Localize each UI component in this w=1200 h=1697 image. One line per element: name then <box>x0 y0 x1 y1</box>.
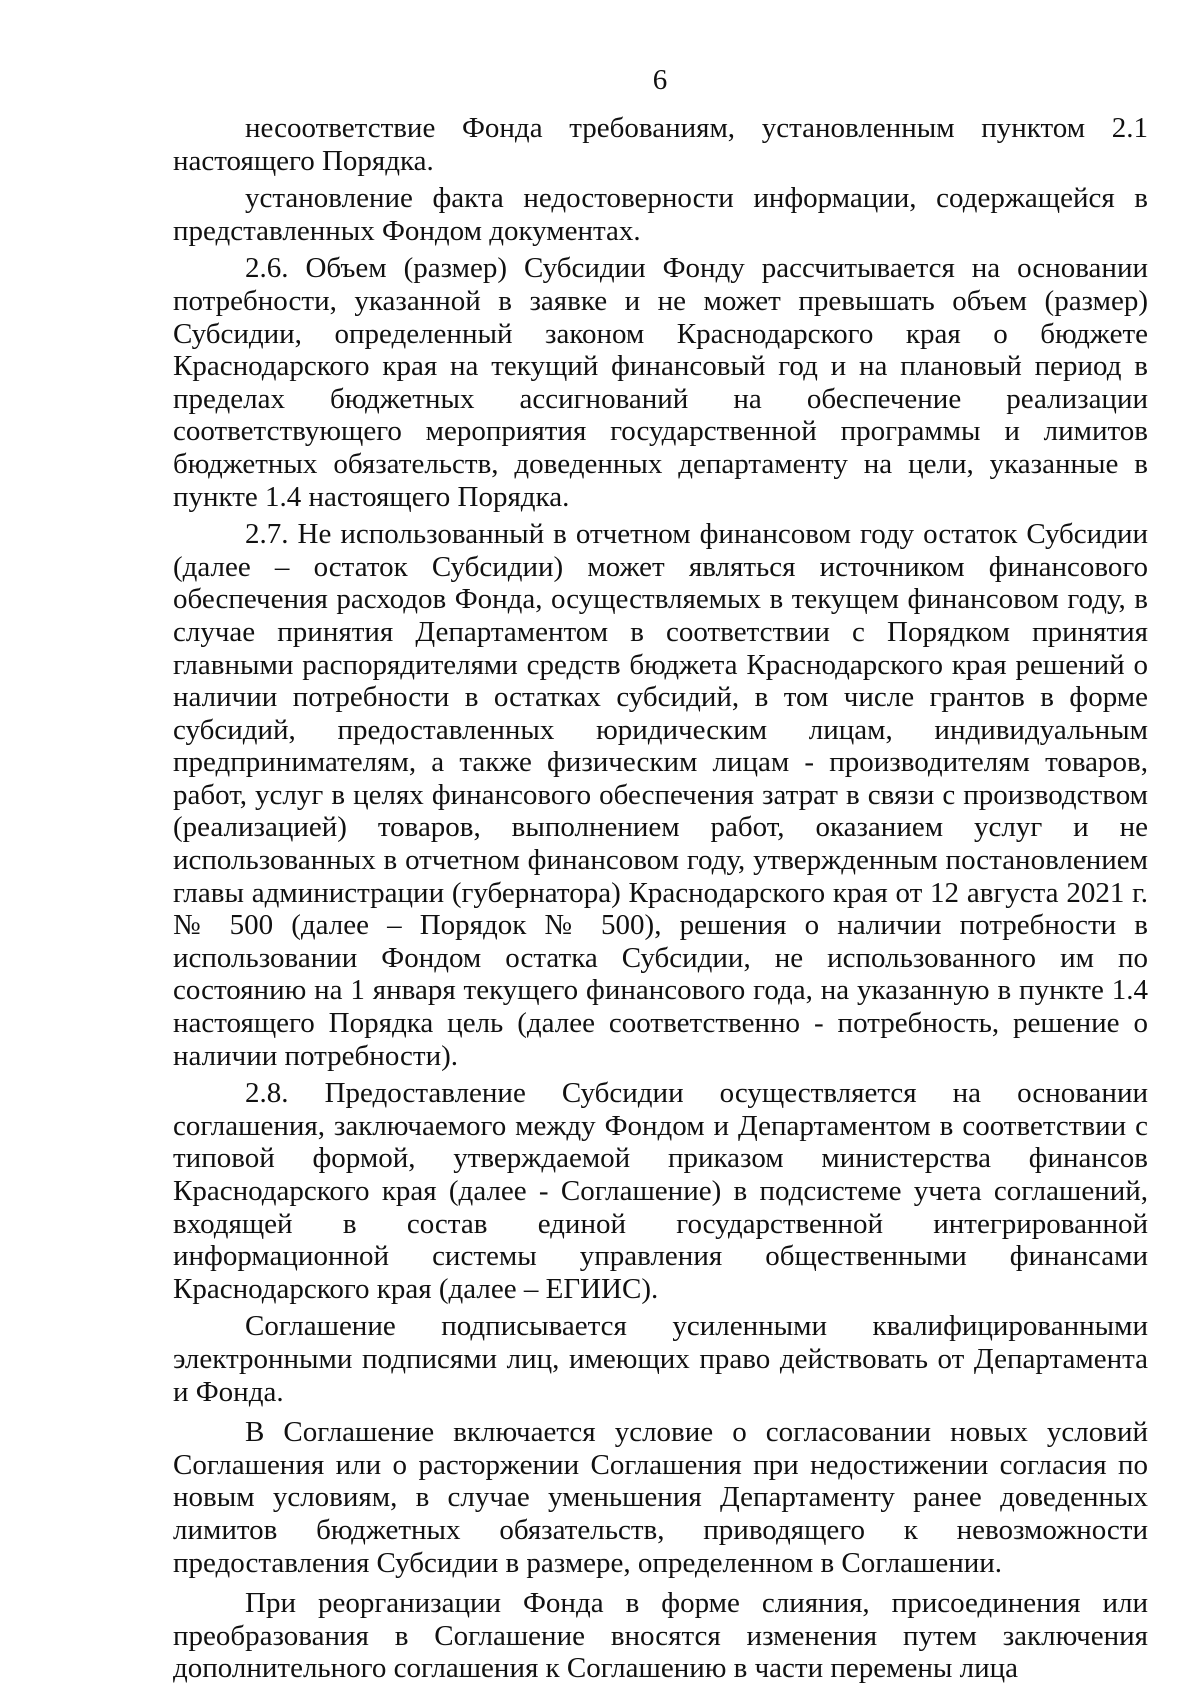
paragraph-2-8: 2.8. Предоставление Субсидии осуществляется на основании соглашения, заключаемого между Фондом и Департаментом в соответствии с типовой формой, утверждаемой приказом министерства финансов Краснодарского края (далее - Соглашение) в подсистеме учета соглашений, входящей в состав единой государственной интегрированной информационной системы управления общественными финансами Краснодарского края (далее – ЕГИИС). <box>173 1077 1148 1305</box>
paragraph-agreement-conditions: В Соглашение включается условие о согласовании новых условий Соглашения или о расторжении Соглашения при недостижении согласия по новым условиям, в случае уменьшения Департаменту ранее доведенных лимитов бюджетных обязательств, приводящего к невозможности предоставления Субсидии в размере, определенном в Соглашении. <box>173 1416 1148 1579</box>
paragraph-signature: Соглашение подписывается усиленными квалифицированными электронными подписями лиц, имеющих право действовать от Департамента и Фонда. <box>173 1310 1148 1408</box>
paragraph-false-information: установление факта недостоверности информации, содержащейся в представленных Фондом документах. <box>173 182 1148 247</box>
paragraph-2-6: 2.6. Объем (размер) Субсидии Фонду рассчитывается на основании потребности, указанной в заявке и не может превышать объем (размер) Субсидии, определенный законом Краснодарского края о бюджете Краснодарского края на текущий финансовый год и на плановый период в пределах бюджетных ассигнований на обеспечение реализации соответствующего мероприятия государственной программы и лимитов бюджетных обязательств, доведенных департаменту на цели, указанные в пункте 1.4 настоящего Порядка. <box>173 252 1148 513</box>
paragraph-noncompliance: несоответствие Фонда требованиям, установленным пунктом 2.1 настоящего Порядка. <box>173 112 1148 177</box>
paragraph-reorganization: При реорганизации Фонда в форме слияния, присоединения или преобразования в Соглашение вносятся изменения путем заключения дополнительного соглашения к Соглашению в части перемены лица <box>173 1587 1148 1685</box>
paragraph-2-7: 2.7. Не использованный в отчетном финансовом году остаток Субсидии (далее – остаток Субсидии) может являться источником финансового обеспечения расходов Фонда, осуществляемых в текущем финансовом году, в случае принятия Департаментом в соответствии с Порядком принятия главными распорядителями средств бюджета Краснодарского края решений о наличии потребности в остатках субсидий, в том числе грантов в форме субсидий, предоставленных юридическим лицам, индивидуальным предпринимателям, а также физическим лицам - производителям товаров, работ, услуг в целях финансового обеспечения затрат в связи с производством (реализацией) товаров, выполнением работ, оказанием услуг и не использованных в отчетном финансовом году, утвержденным постановлением главы администрации (губернатора) Краснодарского края от 12 августа 2021 г. № 500 (далее – Порядок № 500), решения о наличии потребности в использовании Фондом остатка Субсидии, не использованного им по состоянию на 1 января текущего финансового года, на указанную в пункте 1.4 настоящего Порядка цель (далее соответственно - потребность, решение о наличии потребности). <box>173 518 1148 1072</box>
document-body <box>173 112 1148 1685</box>
page-number: 6 <box>652 64 668 96</box>
